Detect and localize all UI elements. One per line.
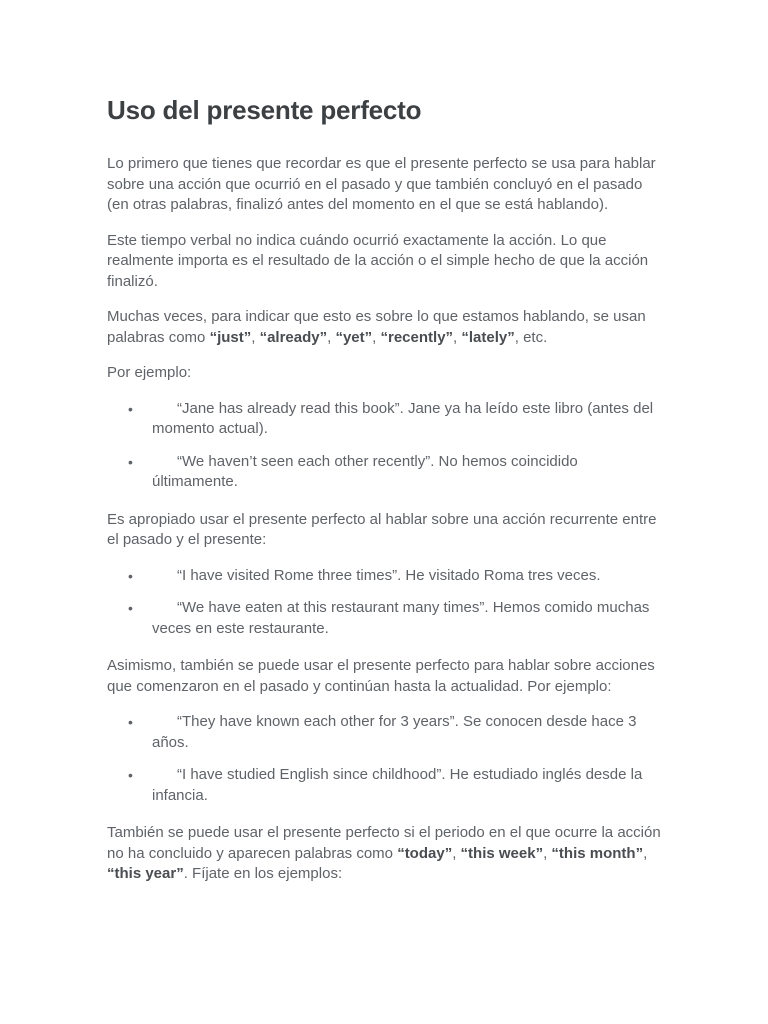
paragraph-keywords: Muchas veces, para indicar que esto es sobre lo que estamos hablando, se usan palabras como “just”, “already”, “yet”, “recently”, “lately”, etc. xyxy=(107,308,646,346)
page-title: Uso del presente perfecto xyxy=(107,95,422,125)
list-item xyxy=(107,598,663,639)
keyword-this-year: “this year” xyxy=(107,865,184,882)
list-item xyxy=(107,399,663,440)
paragraph-continuing: Asimismo, también se puede usar el presente perfecto para hablar sobre acciones que comenzaron en el pasado y continúan hasta la actualidad. Por ejemplo: xyxy=(107,657,655,695)
bullet-icon: • xyxy=(128,600,133,616)
list-item-text: “They have known each other for 3 years”. Se conocen desde hace 3 años. xyxy=(152,713,637,751)
paragraph-example-label: Por ejemplo: xyxy=(107,364,192,381)
bullet-icon: • xyxy=(128,767,133,783)
paragraph-intro: Lo primero que tienes que recordar es que el presente perfecto se usa para hablar sobre una acción que ocurrió en el pasado y que también concluyó en el pasado (en otras palabras, finalizó antes del momento en el que se está hablando). xyxy=(107,155,656,213)
paragraph-no-time: Este tiempo verbal no indica cuándo ocurrió exactamente la acción. Lo que realmente importa es el resultado de la acción o el simple hecho de que la acción finalizó. xyxy=(107,231,649,290)
list-item-text: “We have eaten at this restaurant many times”. Hemos comido muchas veces en este restaurante. xyxy=(152,599,650,637)
bullet-icon: • xyxy=(128,714,133,730)
bullet-icon: • xyxy=(128,453,133,470)
list-item xyxy=(107,712,663,753)
keywords-intro-text: Muchas veces, para indicar que esto es sobre lo que estamos hablando, se usan palabras como xyxy=(107,308,646,346)
list-item xyxy=(107,566,663,587)
list-item-text: “I have visited Rome three times”. He visitado Roma tres veces. xyxy=(177,566,601,584)
keyword-recently: “recently” xyxy=(380,328,454,346)
document-content xyxy=(107,92,663,900)
keyword-yet: “yet” xyxy=(335,328,373,346)
list-item-text: “Jane has already read this book”. Jane ya ha leído este libro (antes del momento actual). xyxy=(152,399,654,437)
list-item-text: “I have studied English since childhood”. He estudiado inglés desde la infancia. xyxy=(152,766,643,804)
list-item-text: “We haven’t seen each other recently”. No hemos coincidido últimamente. xyxy=(152,452,578,490)
list-item xyxy=(107,765,663,806)
unfinished-outro-text: . Fíjate en los ejemplos: xyxy=(183,865,343,882)
keywords-outro-text: , etc. xyxy=(514,328,548,346)
example-list-1 xyxy=(107,399,663,493)
list-item xyxy=(107,452,663,493)
keyword-already: “already” xyxy=(259,328,328,346)
keyword-this-week: “this week” xyxy=(460,844,544,862)
keyword-lately: “lately” xyxy=(461,328,515,346)
bullet-icon: • xyxy=(128,567,133,584)
keyword-just: “just” xyxy=(209,328,252,346)
keyword-this-month: “this month” xyxy=(551,844,644,862)
bullet-icon: • xyxy=(128,400,133,417)
keyword-today: “today” xyxy=(397,844,453,862)
paragraph-recurrent: Es apropiado usar el presente perfecto al hablar sobre una acción recurrente entre el pasado y el presente: xyxy=(107,510,657,548)
example-list-2 xyxy=(107,566,663,640)
unfinished-intro-text: También se puede usar el presente perfecto si el periodo en el que ocurre la acción no ha concluido y aparecen palabras como xyxy=(107,824,661,862)
paragraph-unfinished-period: También se puede usar el presente perfecto si el periodo en el que ocurre la acción no ha concluido y aparecen palabras como “today”, “this week”, “this month”, “this year”. Fíjate en los ejemplos: xyxy=(107,824,661,882)
example-list-3 xyxy=(107,712,663,806)
